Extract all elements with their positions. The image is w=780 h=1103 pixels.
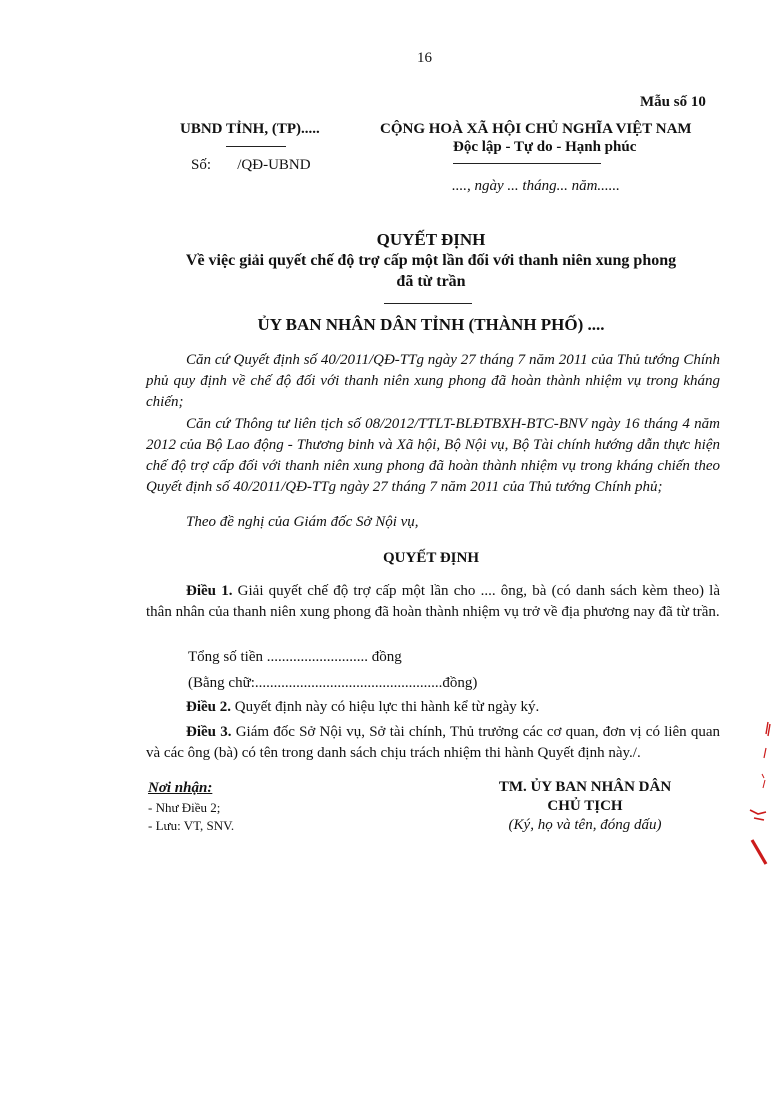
recipient-item: - Lưu: VT, SNV. bbox=[148, 818, 235, 833]
signature-title: CHỦ TỊCH bbox=[547, 798, 623, 814]
article-1 bbox=[146, 581, 720, 623]
title-underline bbox=[384, 303, 472, 304]
article-1-text: Giải quyết chế độ trợ cấp một lần cho .... ông, bà (có danh sách kèm theo) là thân nhân của thanh niên xung phong đã hoàn thành nhiệm vụ trở về địa phương nay đã từ trần. bbox=[146, 583, 721, 620]
red-stamp-marks bbox=[744, 718, 774, 868]
page-number: 16 bbox=[417, 50, 432, 66]
national-motto: Độc lập - Tự do - Hạnh phúc bbox=[453, 139, 637, 155]
decision-heading: QUYẾT ĐỊNH bbox=[383, 550, 479, 566]
decision-title: QUYẾT ĐỊNH bbox=[376, 230, 486, 249]
recipients-title: Nơi nhận: bbox=[148, 780, 213, 796]
article-2-text: Quyết định này có hiệu lực thi hành kể từ ngày ký. bbox=[234, 699, 540, 715]
preamble-basis-2-text: Căn cứ Thông tư liên tịch số 08/2012/TTLT-BLĐTBXH-BTC-BNV ngày 16 tháng 4 năm 2012 của Bộ Lao động - Thương binh và Xã hội, Bộ Nội vụ, Bộ Tài chính hướng dẫn thực hiện chế độ trợ cấp đối với thanh niên xung phong đã hoàn thành nhiệm vụ trong kháng chiến theo Quyết định số 40/2011/QĐ-TTg ngày 27 tháng 7 năm 2011 của Thủ tướng Chính phủ; bbox=[146, 416, 720, 495]
decision-subject-line1: Về việc giải quyết chế độ trợ cấp một lần đối với thanh niên xung phong bbox=[185, 252, 677, 269]
agency-underline bbox=[226, 146, 286, 147]
issuing-authority: ỦY BAN NHÂN DÂN TỈNH (THÀNH PHỐ) .... bbox=[257, 315, 605, 334]
recipient-item: - Như Điều 2; bbox=[148, 800, 221, 815]
article-2-label: Điều 2. bbox=[186, 699, 231, 715]
preamble-proposal-text: Theo đề nghị của Giám đốc Sở Nội vụ, bbox=[186, 514, 419, 530]
article-1-label: Điều 1. bbox=[186, 583, 233, 599]
preamble-proposal bbox=[146, 512, 720, 533]
decision-subject-line2: đã từ trần bbox=[396, 273, 466, 290]
place-date: ...., ngày ... tháng... năm...... bbox=[452, 178, 620, 194]
document-number: Số: /QĐ-UBND bbox=[191, 157, 311, 173]
amount-in-words: (Bằng chữ:..................................................đồng) bbox=[188, 675, 478, 691]
country-name: CỘNG HOÀ XÃ HỘI CHỦ NGHĨA VIỆT NAM bbox=[380, 121, 692, 137]
signature-instruction: (Ký, họ và tên, đóng dấu) bbox=[508, 817, 662, 833]
article-3-text: Giám đốc Sở Nội vụ, Sở tài chính, Thủ trưởng các cơ quan, đơn vị có liên quan và các ông (bà) có tên trong danh sách chịu trách nhiệm thi hành Quyết định này./. bbox=[146, 724, 721, 761]
article-3 bbox=[146, 722, 720, 764]
signature-org: TM. ỦY BAN NHÂN DÂN bbox=[498, 779, 672, 795]
agency-name: UBND TỈNH, (TP)..... bbox=[180, 121, 320, 137]
motto-underline bbox=[453, 163, 601, 164]
total-amount: Tổng số tiền ........................... đồng bbox=[188, 649, 402, 665]
preamble-basis-2 bbox=[146, 414, 720, 498]
form-number: Mẫu số 10 bbox=[640, 94, 706, 110]
article-2 bbox=[146, 697, 720, 718]
article-3-label: Điều 3. bbox=[186, 724, 232, 740]
preamble-basis-1 bbox=[146, 350, 720, 413]
preamble-basis-1-text: Căn cứ Quyết định số 40/2011/QĐ-TTg ngày 27 tháng 7 năm 2011 của Thủ tướng Chính phủ quy định về chế độ đối với thanh niên xung phong đã hoàn thành nhiệm vụ trong kháng chiến; bbox=[146, 352, 720, 410]
